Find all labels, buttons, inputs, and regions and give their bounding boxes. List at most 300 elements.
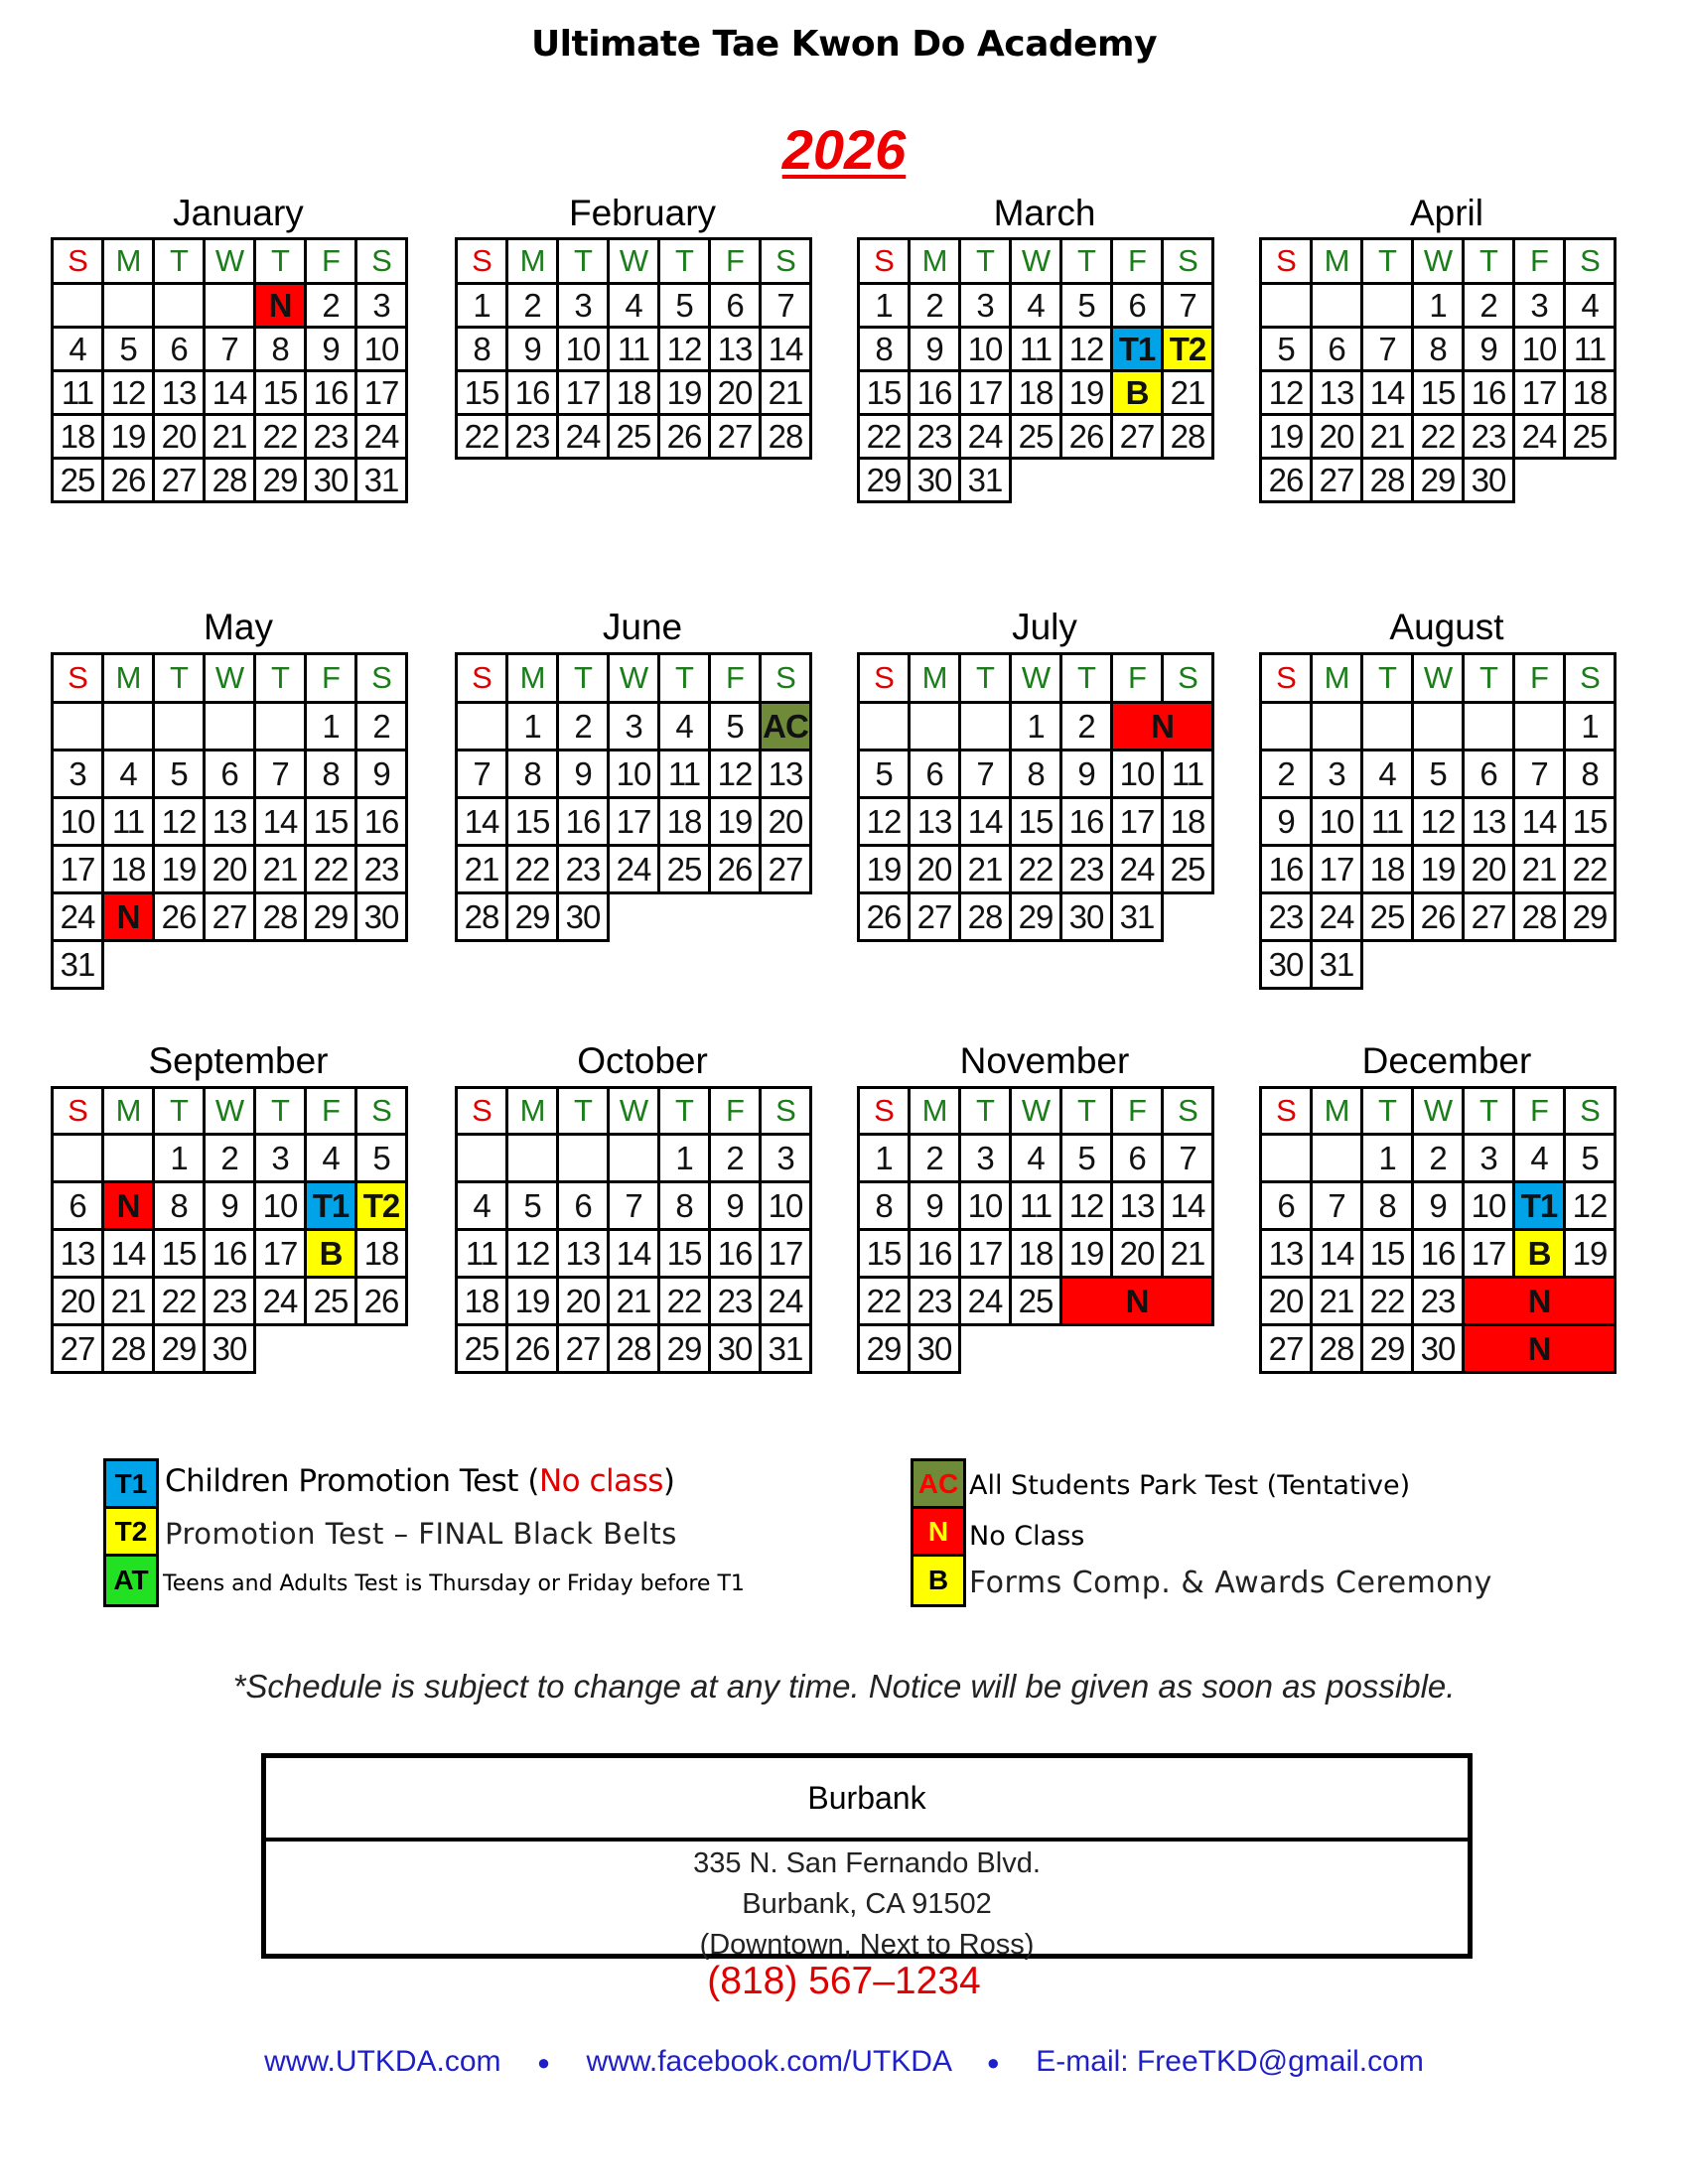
- month-name: August: [1389, 607, 1504, 647]
- weekday-header: W: [609, 239, 659, 284]
- day-cell: 28: [1163, 415, 1213, 459]
- location-box: [261, 1753, 1473, 1959]
- empty-day-cell: [1464, 703, 1514, 751]
- day-cell: 23: [910, 1278, 960, 1325]
- day-cell: 19: [1061, 1230, 1112, 1278]
- weekday-header: T: [960, 1088, 1011, 1135]
- empty-day-cell: [205, 703, 255, 751]
- day-cell: 15: [1362, 1230, 1413, 1278]
- day-cell: 15: [859, 1230, 910, 1278]
- weekday-header: S: [1565, 1088, 1616, 1135]
- day-cell: 7: [457, 751, 507, 798]
- day-cell: 19: [1413, 846, 1464, 893]
- weekday-header: S: [53, 654, 103, 703]
- weekday-header: F: [306, 654, 356, 703]
- weekday-header: S: [53, 239, 103, 284]
- week-row: [53, 1325, 407, 1373]
- weekday-header: M: [103, 239, 154, 284]
- day-cell: 10: [1112, 751, 1163, 798]
- day-cell: 24: [761, 1278, 811, 1325]
- empty-day-cell: [1261, 1135, 1312, 1182]
- day-cell: 10: [761, 1182, 811, 1230]
- empty-day-cell: [558, 1135, 609, 1182]
- day-cell: 25: [306, 1278, 356, 1325]
- week-row: [53, 751, 407, 798]
- day-cell: 11: [1011, 1182, 1061, 1230]
- day-cell: 9: [306, 328, 356, 371]
- weekday-header: W: [1413, 1088, 1464, 1135]
- week-row: [457, 1325, 811, 1373]
- day-cell: 8: [859, 328, 910, 371]
- day-cell: 5: [1061, 1135, 1112, 1182]
- day-cell: 19: [154, 846, 205, 893]
- day-cell: 18: [457, 1278, 507, 1325]
- empty-day-cell: [103, 703, 154, 751]
- website-link[interactable]: www.UTKDA.com: [264, 2045, 501, 2078]
- day-cell: 19: [859, 846, 910, 893]
- day-cell: 19: [710, 798, 761, 846]
- day-cell: 21: [103, 1278, 154, 1325]
- day-cell: 21: [1163, 371, 1213, 415]
- weekday-header: M: [1312, 239, 1362, 284]
- day-cell: 21: [457, 846, 507, 893]
- blank-cell: [659, 893, 710, 941]
- weekday-header: T: [154, 239, 205, 284]
- weekday-header: T: [1464, 654, 1514, 703]
- day-cell: 28: [1312, 1325, 1362, 1373]
- day-cell: 3: [1514, 284, 1565, 328]
- day-cell: 23: [558, 846, 609, 893]
- blank-cell: [255, 1325, 306, 1373]
- day-cell: 13: [1312, 371, 1362, 415]
- weekday-header-row: [1261, 239, 1616, 284]
- day-cell: 16: [1413, 1230, 1464, 1278]
- weekday-header: F: [306, 1088, 356, 1135]
- week-row: [1261, 1278, 1616, 1325]
- day-cell: 2: [306, 284, 356, 328]
- day-cell: 18: [1163, 798, 1213, 846]
- day-cell: 28: [103, 1325, 154, 1373]
- day-cell: 5: [859, 751, 910, 798]
- day-cell: 16: [1061, 798, 1112, 846]
- day-cell: 29: [306, 893, 356, 941]
- day-cell: 6: [154, 328, 205, 371]
- weekday-header: M: [910, 1088, 960, 1135]
- day-cell: 25: [659, 846, 710, 893]
- month-grid: [857, 1086, 1214, 1374]
- weekday-header-row: [859, 654, 1213, 703]
- day-cell: 5: [1061, 284, 1112, 328]
- day-cell: 13: [53, 1230, 103, 1278]
- blank-cell: [1514, 459, 1565, 502]
- empty-day-cell: [910, 703, 960, 751]
- day-cell: 9: [205, 1182, 255, 1230]
- weekday-header: F: [1514, 239, 1565, 284]
- day-cell: 23: [356, 846, 407, 893]
- day-cell: 26: [1261, 459, 1312, 502]
- footer-links: [0, 2045, 1688, 2079]
- legend-swatch-b: B: [914, 1557, 963, 1604]
- day-cell: 13: [1112, 1182, 1163, 1230]
- day-cell: 18: [659, 798, 710, 846]
- weekday-header: T: [1362, 239, 1413, 284]
- week-row: [457, 703, 811, 751]
- day-cell: 9: [1061, 751, 1112, 798]
- week-row: [859, 1182, 1213, 1230]
- day-cell: 21: [761, 371, 811, 415]
- day-cell: 29: [154, 1325, 205, 1373]
- weekday-header: M: [507, 654, 558, 703]
- month-name: September: [148, 1040, 329, 1081]
- day-cell: 25: [1163, 846, 1213, 893]
- day-cell: 30: [710, 1325, 761, 1373]
- month-name: January: [173, 193, 304, 233]
- day-cell: 4: [1565, 284, 1616, 328]
- day-cell: 22: [154, 1278, 205, 1325]
- bullet-separator-icon: ●: [986, 2050, 1000, 2076]
- week-row: [1261, 703, 1616, 751]
- blank-cell: [1514, 941, 1565, 989]
- day-cell: 4: [103, 751, 154, 798]
- day-cell: 19: [103, 415, 154, 459]
- legend-swatch-t1: T1: [106, 1461, 156, 1509]
- month-grid: [455, 237, 812, 460]
- weekday-header: T: [1464, 239, 1514, 284]
- day-cell: 2: [1261, 751, 1312, 798]
- month-name: February: [568, 193, 717, 233]
- day-cell: 4: [659, 703, 710, 751]
- day-cell: 16: [910, 1230, 960, 1278]
- day-cell: 4: [1011, 284, 1061, 328]
- day-cell: 8: [154, 1182, 205, 1230]
- day-cell: 23: [306, 415, 356, 459]
- day-cell: 3: [761, 1135, 811, 1182]
- day-cell: 3: [356, 284, 407, 328]
- event-cell-n: N: [1464, 1325, 1616, 1373]
- day-cell: 5: [710, 703, 761, 751]
- day-cell: 26: [1413, 893, 1464, 941]
- week-row: [457, 1135, 811, 1182]
- day-cell: 1: [659, 1135, 710, 1182]
- day-cell: 7: [761, 284, 811, 328]
- day-cell: 12: [659, 328, 710, 371]
- day-cell: 18: [53, 415, 103, 459]
- weekday-header: M: [1312, 1088, 1362, 1135]
- day-cell: 18: [356, 1230, 407, 1278]
- weekday-header: T: [558, 654, 609, 703]
- location-address-line2: Burbank, CA 91502: [742, 1888, 992, 1920]
- day-cell: 21: [960, 846, 1011, 893]
- day-cell: 27: [761, 846, 811, 893]
- day-cell: 22: [507, 846, 558, 893]
- day-cell: 6: [910, 751, 960, 798]
- month-grid: [857, 237, 1214, 503]
- day-cell: 1: [1011, 703, 1061, 751]
- day-cell: 16: [558, 798, 609, 846]
- weekday-header: S: [859, 654, 910, 703]
- day-cell: 1: [859, 284, 910, 328]
- legend-t2-label: Promotion Test – FINAL Black Belts: [165, 1517, 677, 1551]
- weekday-header: W: [609, 654, 659, 703]
- day-cell: 14: [1514, 798, 1565, 846]
- weekday-header: F: [710, 239, 761, 284]
- day-cell: 26: [659, 415, 710, 459]
- week-row: [1261, 284, 1616, 328]
- schedule-notice: *Schedule is subject to change at any time. Notice will be given as soon as possible.: [232, 1668, 1456, 1705]
- facebook-link[interactable]: www.facebook.com/UTKDA: [586, 2045, 951, 2078]
- day-cell: 19: [659, 371, 710, 415]
- day-cell: 11: [1011, 328, 1061, 371]
- day-cell: 29: [255, 459, 306, 502]
- day-cell: 18: [1011, 371, 1061, 415]
- day-cell: 15: [659, 1230, 710, 1278]
- day-cell: 13: [558, 1230, 609, 1278]
- day-cell: 18: [609, 371, 659, 415]
- day-cell: 8: [255, 328, 306, 371]
- day-cell: 17: [761, 1230, 811, 1278]
- day-cell: 11: [103, 798, 154, 846]
- day-cell: 7: [960, 751, 1011, 798]
- day-cell: 13: [154, 371, 205, 415]
- day-cell: 9: [507, 328, 558, 371]
- month-grid: [51, 652, 408, 990]
- day-cell: 10: [1464, 1182, 1514, 1230]
- day-cell: 1: [1413, 284, 1464, 328]
- location-address-line3: (Downtown, Next to Ross): [699, 1929, 1035, 1961]
- day-cell: 5: [659, 284, 710, 328]
- weekday-header: W: [609, 1088, 659, 1135]
- day-cell: 8: [1565, 751, 1616, 798]
- day-cell: 29: [659, 1325, 710, 1373]
- weekday-header-row: [53, 654, 407, 703]
- day-cell: 26: [356, 1278, 407, 1325]
- day-cell: 19: [1261, 415, 1312, 459]
- month-grid: [51, 237, 408, 503]
- day-cell: 12: [507, 1230, 558, 1278]
- day-cell: 2: [710, 1135, 761, 1182]
- day-cell: 22: [255, 415, 306, 459]
- day-cell: 30: [1464, 459, 1514, 502]
- week-row: [859, 371, 1213, 415]
- weekday-header: S: [356, 239, 407, 284]
- day-cell: 3: [609, 703, 659, 751]
- day-cell: 9: [710, 1182, 761, 1230]
- week-row: [53, 893, 407, 941]
- day-cell: 23: [1464, 415, 1514, 459]
- week-row: [457, 893, 811, 941]
- event-cell-ac: AC: [761, 703, 811, 751]
- day-cell: 25: [1565, 415, 1616, 459]
- day-cell: 20: [1464, 846, 1514, 893]
- event-cell-t2: T2: [356, 1182, 407, 1230]
- day-cell: 30: [306, 459, 356, 502]
- blank-cell: [103, 941, 154, 989]
- day-cell: 26: [710, 846, 761, 893]
- month-name: March: [993, 193, 1096, 233]
- day-cell: 22: [457, 415, 507, 459]
- day-cell: 4: [1514, 1135, 1565, 1182]
- week-row: [53, 284, 407, 328]
- day-cell: 11: [53, 371, 103, 415]
- day-cell: 20: [710, 371, 761, 415]
- empty-day-cell: [154, 703, 205, 751]
- legend-n-label: No Class: [969, 1521, 1085, 1552]
- day-cell: 25: [1011, 415, 1061, 459]
- week-row: [457, 798, 811, 846]
- day-cell: 5: [1565, 1135, 1616, 1182]
- day-cell: 14: [1312, 1230, 1362, 1278]
- day-cell: 21: [1514, 846, 1565, 893]
- empty-day-cell: [1261, 284, 1312, 328]
- day-cell: 6: [1312, 328, 1362, 371]
- day-cell: 24: [558, 415, 609, 459]
- weekday-header: W: [1011, 1088, 1061, 1135]
- day-cell: 26: [1061, 415, 1112, 459]
- weekday-header: T: [558, 239, 609, 284]
- week-row: [1261, 846, 1616, 893]
- weekday-header: T: [1464, 1088, 1514, 1135]
- weekday-header: S: [457, 1088, 507, 1135]
- weekday-header: F: [710, 1088, 761, 1135]
- weekday-header: W: [205, 239, 255, 284]
- weekday-header: S: [457, 239, 507, 284]
- blank-cell: [306, 1325, 356, 1373]
- day-cell: 27: [1464, 893, 1514, 941]
- day-cell: 21: [1362, 415, 1413, 459]
- week-row: [457, 1278, 811, 1325]
- day-cell: 27: [910, 893, 960, 941]
- month-grid: [51, 1086, 408, 1374]
- day-cell: 12: [1061, 1182, 1112, 1230]
- day-cell: 12: [1565, 1182, 1616, 1230]
- day-cell: 9: [1464, 328, 1514, 371]
- day-cell: 19: [1061, 371, 1112, 415]
- week-row: [1261, 328, 1616, 371]
- day-cell: 8: [659, 1182, 710, 1230]
- empty-day-cell: [1312, 1135, 1362, 1182]
- week-row: [1261, 459, 1616, 502]
- empty-day-cell: [53, 284, 103, 328]
- day-cell: 16: [1261, 846, 1312, 893]
- day-cell: 1: [154, 1135, 205, 1182]
- day-cell: 7: [1163, 1135, 1213, 1182]
- day-cell: 27: [558, 1325, 609, 1373]
- day-cell: 16: [507, 371, 558, 415]
- week-row: [457, 1182, 811, 1230]
- week-row: [859, 328, 1213, 371]
- day-cell: 17: [255, 1230, 306, 1278]
- event-cell-n: N: [1464, 1278, 1616, 1325]
- day-cell: 20: [1312, 415, 1362, 459]
- day-cell: 12: [154, 798, 205, 846]
- day-cell: 3: [255, 1135, 306, 1182]
- month-name: April: [1409, 193, 1484, 233]
- day-cell: 3: [960, 284, 1011, 328]
- day-cell: 29: [1011, 893, 1061, 941]
- day-cell: 5: [103, 328, 154, 371]
- week-row: [859, 1135, 1213, 1182]
- month-grid: [455, 652, 812, 942]
- day-cell: 27: [154, 459, 205, 502]
- event-cell-n: N: [255, 284, 306, 328]
- day-cell: 26: [154, 893, 205, 941]
- day-cell: 14: [103, 1230, 154, 1278]
- day-cell: 24: [1312, 893, 1362, 941]
- day-cell: 3: [1312, 751, 1362, 798]
- week-row: [457, 751, 811, 798]
- weekday-header: W: [205, 654, 255, 703]
- event-cell-b: B: [1112, 371, 1163, 415]
- day-cell: 11: [609, 328, 659, 371]
- day-cell: 16: [710, 1230, 761, 1278]
- day-cell: 23: [1061, 846, 1112, 893]
- week-row: [859, 1325, 1213, 1373]
- day-cell: 13: [910, 798, 960, 846]
- event-cell-t2: T2: [1163, 328, 1213, 371]
- day-cell: 26: [103, 459, 154, 502]
- blank-cell: [609, 893, 659, 941]
- day-cell: 29: [507, 893, 558, 941]
- weekday-header: S: [859, 239, 910, 284]
- day-cell: 28: [205, 459, 255, 502]
- weekday-header: S: [457, 654, 507, 703]
- day-cell: 8: [1413, 328, 1464, 371]
- day-cell: 17: [1464, 1230, 1514, 1278]
- blank-cell: [255, 941, 306, 989]
- month-grid: [857, 652, 1214, 942]
- day-cell: 20: [910, 846, 960, 893]
- weekday-header: T: [659, 1088, 710, 1135]
- day-cell: 15: [507, 798, 558, 846]
- day-cell: 24: [960, 1278, 1011, 1325]
- day-cell: 31: [960, 459, 1011, 502]
- weekday-header: F: [1514, 1088, 1565, 1135]
- day-cell: 4: [306, 1135, 356, 1182]
- legend-t1-no-class: No class: [538, 1463, 663, 1499]
- day-cell: 25: [1362, 893, 1413, 941]
- day-cell: 12: [103, 371, 154, 415]
- day-cell: 14: [255, 798, 306, 846]
- empty-day-cell: [1362, 284, 1413, 328]
- week-row: [53, 1230, 407, 1278]
- day-cell: 7: [1163, 284, 1213, 328]
- month-name: November: [959, 1040, 1130, 1081]
- email-link[interactable]: E-mail: FreeTKD@gmail.com: [1036, 2045, 1424, 2078]
- blank-cell: [1011, 1325, 1061, 1373]
- blank-cell: [1061, 459, 1112, 502]
- day-cell: 2: [1061, 703, 1112, 751]
- legend-t1-text: Children Promotion Test: [165, 1463, 528, 1499]
- empty-day-cell: [960, 703, 1011, 751]
- legend-at-label: Teens and Adults Test is Thursday or Friday before T1: [163, 1571, 745, 1596]
- day-cell: 20: [154, 415, 205, 459]
- day-cell: 6: [1261, 1182, 1312, 1230]
- weekday-header-row: [53, 239, 407, 284]
- event-cell-n: N: [1061, 1278, 1213, 1325]
- blank-cell: [154, 941, 205, 989]
- location-address-line1: 335 N. San Fernando Blvd.: [693, 1847, 1041, 1879]
- day-cell: 5: [154, 751, 205, 798]
- weekday-header: F: [306, 239, 356, 284]
- day-cell: 21: [609, 1278, 659, 1325]
- day-cell: 28: [960, 893, 1011, 941]
- month-name: October: [577, 1040, 708, 1081]
- week-row: [859, 798, 1213, 846]
- day-cell: 29: [1362, 1325, 1413, 1373]
- day-cell: 4: [53, 328, 103, 371]
- weekday-header: S: [1261, 1088, 1312, 1135]
- weekday-header: T: [558, 1088, 609, 1135]
